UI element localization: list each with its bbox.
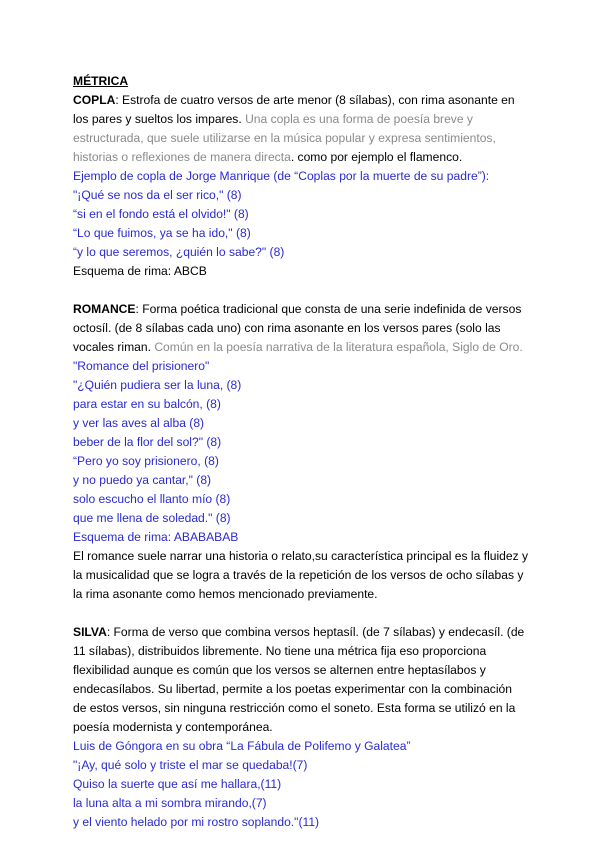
silva-example-intro: Luis de Góngora en su obra “La Fábula de Polifemo y Galatea” [73,739,411,753]
romance-gray-text: Común en la poesía narrativa de la literatura española, Siglo de Oro. [154,340,523,354]
silva-definition-line: poesía modernista y contemporánea. [73,720,273,734]
copla-definition-line-4 [73,148,533,167]
silva-definition-line: 11 sílabas), distribuidos libremente. No tiene una métrica fija eso proporciona [73,644,487,658]
romance-note-line: la rima asonante como hemos mencionado previamente. [73,587,378,601]
romance-definition-text: : Forma poética tradicional que consta de una serie indefinida de versos [135,302,522,316]
silva-definition-text: : Forma de verso que combina versos heptasíl. (de 7 sílabas) y endecasíl. (de [106,625,525,639]
silva-definition-line: de estos versos, sin ninguna restricción como el soneto. Esta forma se utilizó en la [73,701,516,715]
romance-rhyme-scheme: Esquema de rima: ABABABAB [73,530,239,544]
silva-verse: la luna alta a mi sombra mirando,(7) [73,796,267,810]
romance-example-title: "Romance del prisionero" [73,359,210,373]
romance-verse: solo escucho el llanto mío (8) [73,492,231,506]
romance-note-line: la musicalidad que se logra a través de la repetición de los versos de ocho sílabas y [73,568,524,582]
romance-verse: para estar en su balcón, (8) [73,397,221,411]
copla-definition-line-3: estructurada, que suele utilizarse en la música popular y expresa sentimientos, [73,131,496,145]
romance-term: ROMANCE [73,302,136,316]
romance-verse: "¿Quién pudiera ser la luna, (8) [73,378,242,392]
romance-verse: y ver las aves al alba (8) [73,416,205,430]
silva-definition-line: flexibilidad aunque es común que los versos se alternen entre heptasílabos y [73,663,486,677]
copla-definition-text: : Estrofa de cuatro versos de arte menor (8 sílabas), con rima asonante en [115,93,515,107]
copla-verse: “si en el fondo está el olvido!" (8) [73,207,249,221]
romance-definition-text: vocales riman. [73,340,155,354]
copla-verse: "¡Qué se nos da el ser rico," (8) [73,188,242,202]
copla-definition-line-2 [73,110,533,129]
romance-definition-line-1 [73,300,533,319]
romance-verse: beber de la flor del sol?" (8) [73,435,222,449]
romance-definition-line-3 [73,338,533,357]
copla-gray-text: Una copla es una forma de poesía breve y [245,112,473,126]
copla-verse: “Lo que fuimos, ya se ha ido," (8) [73,226,251,240]
copla-definition-text: . como por ejemplo el flamenco. [290,150,463,164]
copla-definition-line-1 [73,91,533,110]
romance-verse: y no puedo ya cantar," (8) [73,473,212,487]
copla-definition-text: los pares y sueltos los impares. [73,112,246,126]
section-spacer [73,604,533,623]
romance-verse: que me llena de soledad." (8) [73,511,231,525]
page-title: MÉTRICA [73,74,129,88]
copla-verse: “y lo que seremos, ¿quién lo sabe?" (8) [73,245,285,259]
copla-gray-text: historias o reflexiones de manera directa [73,150,291,164]
copla-example-intro: Ejemplo de copla de Jorge Manrique (de “Coplas por la muerte de su padre”): [73,169,490,183]
copla-term: COPLA [73,93,116,107]
romance-definition-line-2: octosíl. (de 8 sílabas cada uno) con rima asonante en los versos pares (solo las [73,321,501,335]
romance-note-line: El romance suele narrar una historia o relato,su característica principal es la fluidez y [73,549,529,563]
copla-rhyme-scheme: Esquema de rima: ABCB [73,264,207,278]
silva-verse: "¡Ay, qué solo y triste el mar se quedaba!(7) [73,758,308,772]
silva-verse: y el viento helado por mi rostro soplando."(11) [73,815,320,829]
silva-verse: Quiso la suerte que así me hallara,(11) [73,777,282,791]
document-body [73,72,533,832]
romance-verse: “Pero yo soy prisionero, (8) [73,454,219,468]
silva-term: SILVA [73,625,107,639]
silva-definition-line: endecasílabos. Su libertad, permite a los poetas experimentar con la combinación [73,682,512,696]
section-spacer [73,281,533,300]
silva-definition-line-1 [73,623,533,642]
